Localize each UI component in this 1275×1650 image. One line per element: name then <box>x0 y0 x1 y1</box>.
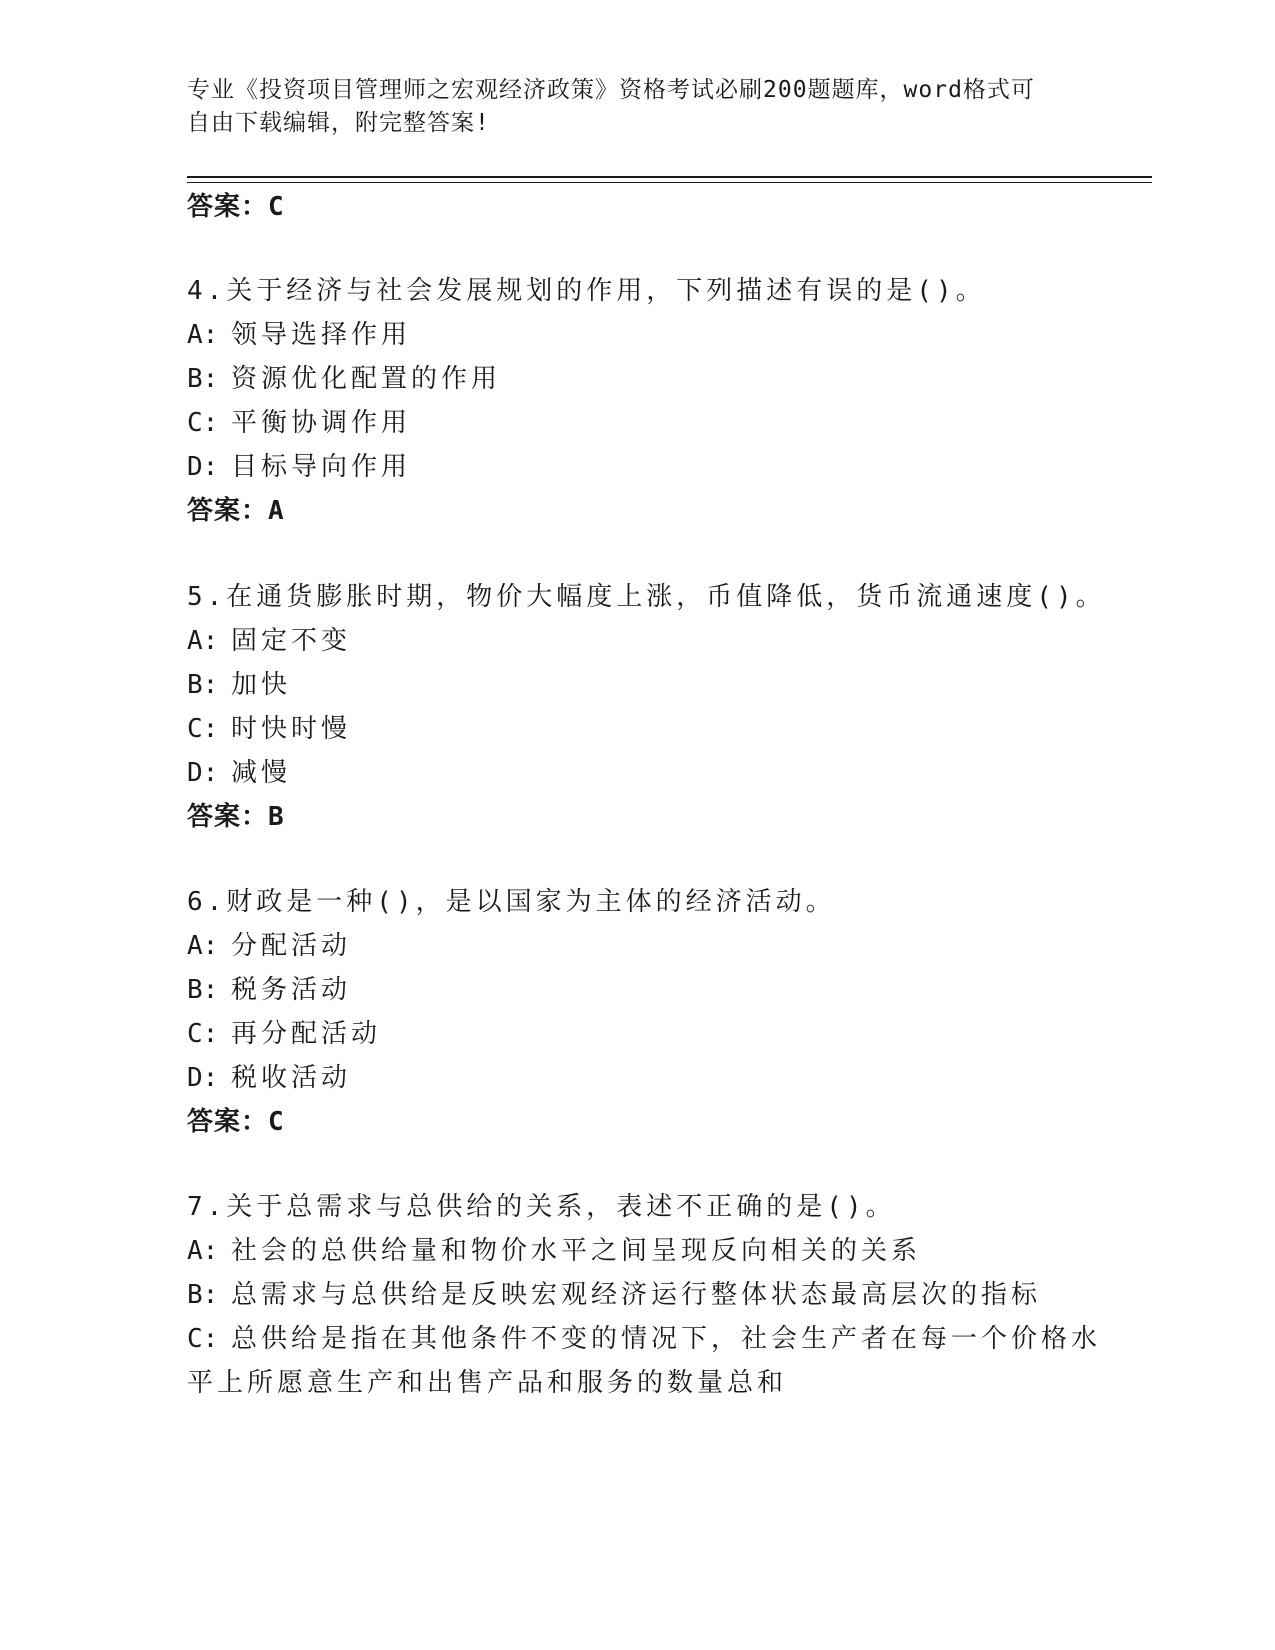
option-label: B: <box>187 364 219 394</box>
option-text: 分配活动 <box>231 931 352 961</box>
option-text: 固定不变 <box>231 626 352 656</box>
question-6-option-b <box>187 973 351 1007</box>
question-7-option-c <box>187 1322 1101 1356</box>
question-7-option-b <box>187 1278 1041 1312</box>
question-6-answer: 答案：C <box>187 1107 285 1137</box>
question-5-option-a <box>187 624 351 658</box>
question-6-option-d <box>187 1061 351 1095</box>
question-5-option-b <box>187 668 291 702</box>
question-4-answer: 答案：A <box>187 496 285 526</box>
question-4-option-d <box>187 450 411 484</box>
option-label: C: <box>187 1324 219 1354</box>
option-label: D: <box>187 758 219 788</box>
option-text: 税收活动 <box>231 1063 352 1093</box>
option-text: 减慢 <box>231 758 292 788</box>
option-label: B: <box>187 670 219 700</box>
header-line-1: 专业《投资项目管理师之宏观经济政策》资格考试必刷200题题库，word格式可 <box>187 77 1035 103</box>
header-divider-thick <box>187 176 1152 178</box>
option-label: C: <box>187 408 219 438</box>
option-label: A: <box>187 626 219 656</box>
document-header <box>187 74 1067 140</box>
option-label: D: <box>187 452 219 482</box>
question-4-option-c <box>187 406 411 440</box>
question-5-answer: 答案：B <box>187 802 285 832</box>
option-text: 社会的总供给量和物价水平之间呈现反向相关的关系 <box>231 1236 922 1266</box>
option-text: 总需求与总供给是反映宏观经济运行整体状态最高层次的指标 <box>231 1280 1042 1310</box>
question-5-stem: 5.在通货膨胀时期，物价大幅度上涨，币值降低，货币流通速度()。 <box>187 582 1106 612</box>
question-7-option-c-continuation: 平上所愿意生产和出售产品和服务的数量总和 <box>187 1368 788 1398</box>
header-line-2: 自由下载编辑，附完整答案! <box>187 110 490 136</box>
option-label: C: <box>187 1019 219 1049</box>
option-text: 平衡协调作用 <box>231 408 412 438</box>
question-4-stem: 4.关于经济与社会发展规划的作用，下列描述有误的是()。 <box>187 276 986 306</box>
question-5-option-c <box>187 712 351 746</box>
option-label: D: <box>187 1063 219 1093</box>
option-label: B: <box>187 1280 219 1310</box>
option-text: 目标导向作用 <box>231 452 412 482</box>
option-label: A: <box>187 931 219 961</box>
option-text: 领导选择作用 <box>231 320 412 350</box>
question-6-stem: 6.财政是一种()，是以国家为主体的经济活动。 <box>187 887 836 917</box>
option-text: 总供给是指在其他条件不变的情况下，社会生产者在每一个价格水 <box>231 1324 1102 1354</box>
option-text: 再分配活动 <box>231 1019 382 1049</box>
question-4-option-a <box>187 318 411 352</box>
question-4-option-b <box>187 362 501 396</box>
option-label: B: <box>187 975 219 1005</box>
question-5-option-d <box>187 756 291 790</box>
option-label: A: <box>187 1236 219 1266</box>
option-label: C: <box>187 714 219 744</box>
option-text: 时快时慢 <box>231 714 352 744</box>
option-label: A: <box>187 320 219 350</box>
option-text: 资源优化配置的作用 <box>231 364 502 394</box>
option-text: 加快 <box>231 670 292 700</box>
question-7-stem: 7.关于总需求与总供给的关系，表述不正确的是()。 <box>187 1192 896 1222</box>
question-6-option-a <box>187 929 351 963</box>
question-7-option-a <box>187 1234 921 1268</box>
question-6-option-c <box>187 1017 381 1051</box>
option-text: 税务活动 <box>231 975 352 1005</box>
header-divider-thin <box>187 182 1152 183</box>
answer-prev: 答案：C <box>187 192 285 222</box>
